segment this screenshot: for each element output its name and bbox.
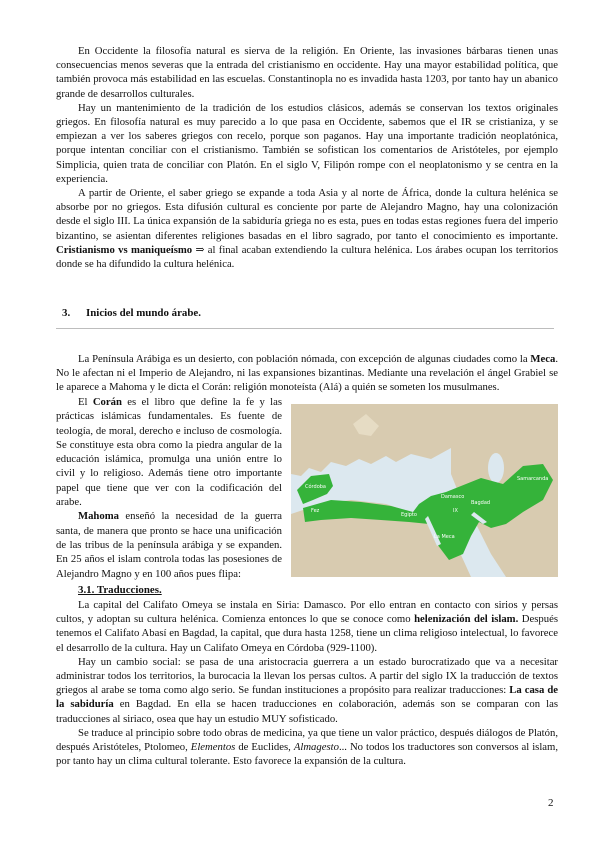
map-label: La Meca [434,534,455,540]
map-label: IX [453,508,458,514]
map-label: Fez [311,508,320,514]
paragraph-text: La capital del Califato Omeya se instala en Siria: Damasco. Por ello entran en contacto con sirios y persas cultos, y adoptan su cultura helénica. Comienza entonces lo que se conoce como [56,599,558,626]
paragraph-text: Hay un cambio social: se pasa de una aristocracia guerrera a un estado burocratizado que va a necesitar administrar todos los territorios, la burocacia la llevan los persas cultos. A partir del siglo IX la traducción de textos griegos al arabe se toma como algo serio. Se fundan instituciones a propósito para realizar traducciones: [56,655,558,697]
paragraph [56,395,282,509]
translations-text-block [56,598,558,768]
paragraph-text: de Euclides, [238,741,291,754]
bold-term: helenización del islam. [414,613,519,626]
caspian-sea [488,453,504,483]
wrapped-text-column [56,395,282,581]
bold-term: La casa de la sabiduría [56,684,559,711]
section-divider [56,328,554,329]
bold-term: Mahoma [78,510,119,523]
arab-intro-text [56,352,558,395]
paragraph [56,598,558,655]
map-image [291,404,558,577]
paragraph [56,352,558,395]
section-title: Inicios del mundo árabe. [86,307,201,319]
paragraph: Hay un mantenimiento de la tradición de los estudios clásicos, además se conservan los textos originales griegos. En filosofía natural es muy parecido a lo que pasa en Occidente, sabemos que el IR se cristianiza, y se empiezan a ver los saberes griegos con recelo, porque son paganos. Hay una importante tradición neoplatónica, porque intentan conciliar con el cristianismo. También se sofistican los comentarios de Aristóteles, por ejemplo Simplicia, quien trata de conciliar con Platón. En el siglo V, Filipón rompe con el neoplatonismo y se centra en la experiencia. [56,101,558,185]
section-number: 3. [62,307,71,319]
map-label: Egipto [401,512,417,518]
paragraph: En Occidente la filosofía natural es sierva de la religión. En Oriente, las invasiones bárbaras tienen unas consecuencias menos severas que la entrada del cristianismo en occidente. Hay una mayor estabilidad política, que también provoca más estabilidad en las escuelas. Constantinopla no es invadida hasta 1203, por tanto hay un abanico grande de desarrollos culturales. [56,45,558,100]
paragraph-text: enseñó la necesidad de la guerra santa, de manera que pronto se hace una unificación de las tribus de la península arábiga y se expanden. En 25 años el islam controla todas las posesiones de Alejandro Magno y en 100 años pues flipa: [56,510,282,580]
bold-term: Corán [92,396,122,408]
paragraph [56,655,558,726]
bold-term: Cristianismo vs maniqueísmo [56,243,193,256]
section-heading [62,307,201,319]
paragraph-text: Después tenemos el Califato Abasí en Bagdad, la capital, que dura hasta 1258, tiene un clima religioso intelectual, lo favorece el desarrollo de la cultura. Hay un Califato Omeya en Córdoba (929-1100). [56,613,558,654]
paragraph-text: A partir de Oriente, el saber griego se expande a toda Asia y al norte de África, donde la cultura helénica se absorbe por no griegos. Esta difusión cultural es conciente por parte de Alejandro Magno, hay una colonización desde el siglo III. La única expansión de la sabiduría griega no es esta, pues en todas estas regiones fuera del imperio bizantino, se asientan diferentes religiones basadas en el libro sagrado, por tanto el conocimiento es importante. [56,187,558,242]
paragraph-text: al final acaban extendiendo la cultura helénica. Los árabes ocupan los territorios donde se ha difundido la cultura helénica. [56,243,558,271]
islamic-expansion-map [291,404,558,577]
paragraph-text: en Bagdad. En ella se hacen traducciones en colaboración, además son se comparan con las traducciones al siriaco, osea que hay un estudio MUY sofisticado. [56,698,559,725]
paragraph [56,186,558,271]
map-label: Córdoba [305,484,326,490]
bold-term: Meca [530,353,556,365]
paragraph [56,509,282,580]
map-label: Samarcanda [517,476,549,482]
paragraph-text: ... No todos los traductores son conversos al islam, por tanto hay un clima cultural tolerante. Esto favorece la expansión de la cultura. [56,741,559,768]
paragraph-text: Se traduce al principio sobre todo obras de medicina, ya que tiene un valor práctico, después diálogos de Platón, después Aristóteles, Ptolomeo, [56,726,558,754]
map-label: Damasco [441,494,465,500]
paragraph [56,726,558,769]
italic-title: Almagesto [293,741,339,754]
subsection-heading: 3.1. Traducciones. [78,584,162,596]
page-number: 2 [548,797,554,809]
paragraph-text: El [78,396,88,408]
paragraph-text: es el libro que define la fe y las prácticas islámicas fundamentales. Es fuente de teología, de moral, derecho e incluso de cosmología. Se constituye esta obra como la piedra angular de la educación islámica, promulga una unión entre lo civil y lo religioso. Además tiene otro importante papel que tiene que ver con la codificación del arabe. [56,396,283,509]
intro-text-block [56,44,558,271]
paragraph-text: La Península Arábiga es un desierto, con población nómada, con excepción de algunas ciudades como la [78,353,528,365]
map-label: Bagdad [471,500,491,506]
italic-title: Elementos [190,741,236,754]
paragraph-text: . No le afectan ni el Imperio de Alejandro, ni las expansiones bizantinas. Mediante una revelación el ángel Grabiel se le aparece a Mahoma y le dicta el Corán: religión monoteísta (Alá) a quién se someten los musulmanes. [56,353,558,394]
arrow-glyph: ⇒ [195,243,205,256]
